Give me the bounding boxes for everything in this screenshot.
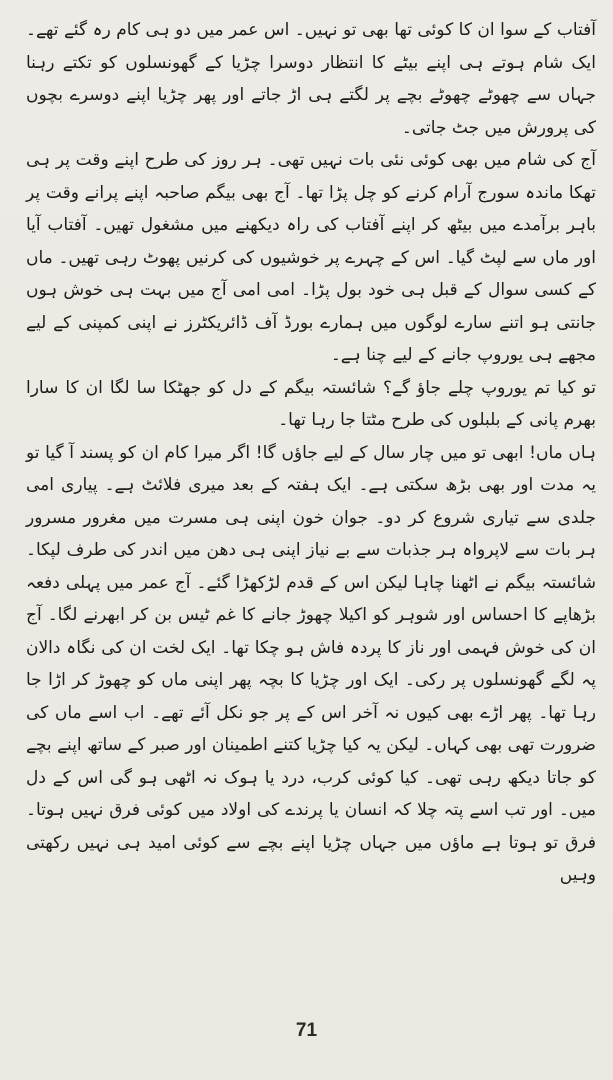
page-number: 71	[295, 1020, 318, 1041]
paragraph-1: آفتاب کے سوا ان کا کوئی تھا بھی تو نہیں۔ اس عمر میں دو ہی کام رہ گئے تھے۔ ایک شام ہوتے ہی اپنے بیٹے کا انتظار دوسرا چڑیا کے گھونسلوں کو تکتے رہنا جہاں سے چھوٹے چھوٹے بچے پر لگتے ہی اڑ جاتے اور پھر چڑیا اپنے دوسرے بچوں کی پرورش میں جٹ جاتی۔	[26, 20, 596, 138]
paragraph-3: تو کیا تم یوروپ چلے جاؤ گے؟ شائستہ بیگم کے دل کو جھٹکا سا لگا ان کا سارا بھرم پانی کے بلبلوں کی طرح مٹتا جا رہا تھا۔	[26, 377, 596, 430]
paragraph-2: آج کی شام میں بھی کوئی نئی بات نہیں تھی۔ ہر روز کی طرح اپنے وقت پر ہی تھکا ماندہ سورج آرام کرنے کو چل پڑا تھا۔ آج بھی بیگم صاحبہ اپنے پرانے وقت پر باہر برآمدے میں بیٹھ کر اپنے آفتاب کی راہ دیکھنے میں مشغول تھیں۔ آفتاب آیا اور ماں سے لپٹ گیا۔ اس کے چہرے پر خوشیوں کی کرنیں پھوٹ رہی تھیں۔ ماں کے کسی سوال کے قبل ہی خود بول پڑا۔ امی امی آج میں بہت ہی خوش ہوں جانتی ہو اتنے سارے لوگوں میں ہمارے بورڈ آف ڈائریکٹرز نے اپنی کمپنی کے لیے مجھے ہی یوروپ جانے کے لیے چنا ہے۔	[26, 150, 596, 365]
paragraph-4: ہاں ماں! ابھی تو میں چار سال کے لیے جاؤں گا! اگر میرا کام ان کو پسند آ گیا تو یہ مدت اور بھی بڑھ سکتی ہے۔ ایک ہفتہ کے بعد میری فلائٹ ہے۔ پیاری امی جلدی سے تیاری شروع کر دو۔ جوان خون اپنی ہی مسرت میں مغرور مسرور ہر بات سے لاپرواہ ہر جذبات سے بے نیاز اپنی ہی دھن میں اندر کی طرف لپکا۔ شائستہ بیگم نے اٹھنا چاہا لیکن اس کے قدم لڑکھڑا گئے۔ آج عمر میں پہلی دفعہ بڑھاپے کا احساس اور شوہر کو اکیلا چھوڑ جانے کا غم ٹیس بن کر ابھرنے لگا۔ آج ان کی خوش فہمی اور ناز کا پردہ فاش ہو چکا تھا۔ ایک لخت ان کی نگاہ دالان پہ لگے گھونسلوں پر رکی۔ ایک اور چڑیا کا بچہ پھر اپنی ماں کو چھوڑ کر اڑا جا رہا تھا۔ پھر اڑے بھی کیوں نہ آخر اس کے پر جو نکل آئے تھے۔ اب اسے ماں کی ضرورت تھی بھی کہاں۔ لیکن یہ کیا چڑیا کتنے اطمینان اور صبر کے ساتھ اپنے بچے کو جاتا دیکھ رہی تھی۔ کیا کوئی کرب، درد یا ہوک نہ اٹھی ہو گی اس کے دل میں۔ اور تب اسے پتہ چلا کہ انسان یا پرندے کی اولاد میں کوئی فرق نہیں ہوتا۔ فرق تو ہوتا ہے ماؤں میں جہاں چڑیا اپنے بچے سے کوئی امید ہی نہیں رکھتی وہیں	[26, 442, 596, 885]
page-text	[26, 14, 596, 892]
